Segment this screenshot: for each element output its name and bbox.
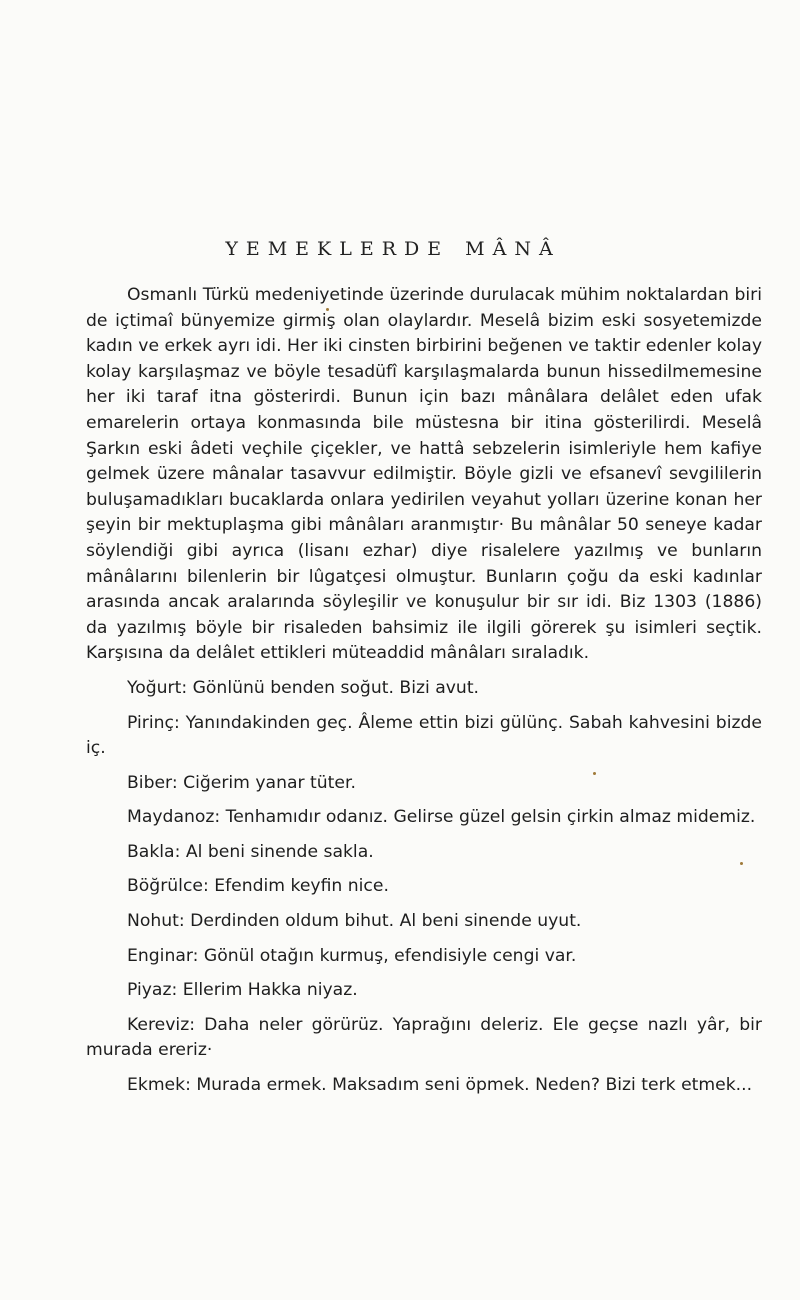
article-body	[86, 283, 762, 1099]
chapter-title	[86, 238, 700, 260]
paper-speck	[593, 772, 596, 775]
title-word-mana: MÂNÂ	[465, 238, 561, 260]
entry-yogurt: Yoğurt: Gönlünü benden soğut. Bizi avut.	[127, 677, 480, 698]
entry-enginar: Enginar: Gönül otağın kurmuş, efendisiyle cengi var.	[127, 945, 577, 966]
intro-paragraph: Osmanlı Türkü medeniyetinde üzerinde durulacak mühim noktalardan biri de içtimaî bünyemize girmiş olan olaylardır. Meselâ bizim eski sosyetemizde kadın ve erkek ayrı idi. Her iki cinsten birbirini beğenen ve taktir edenler kolay kolay karşılaşmaz ve böyle tesadüfî karşılaşmalarda bunun hissedilmemesine her iki taraf itna gösterirdi. Bunun için bazı mânâlara delâlet eden ufak emarelerin ortaya konmasında bile müstesna bir itina gösterilirdi. Meselâ Şarkın eski âdeti veçhile çiçekler, ve hattâ sebzelerin isimleriyle hem kafiye gelmek üzere mânalar tasavvur edilmiştir. Böyle gizli ve efsanevî sevgililerin buluşamadıkları bucaklarda onlara yedirilen veyahut yolları üzerine konan her şeyin bir mektuplaşma gibi mânâları aranmıştır· Bu mânâlar 50 seneye kadar söylendiği gibi ayrıca (lisanı ezhar) diye risalelere yazılmış ve bunların mânâlarını bilenlerin bir lûgatçesi olmuştur. Bunların çoğu da eski kadınlar arasında ancak aralarında söyleşilir ve konuşulur bir sır idi. Biz 1303 (1886) da yazılmış böyle bir risaleden bahsimiz ile ilgili görerek şu isimleri seçtik. Karşısına da delâlet ettikleri müteaddid mânâları sıraladık.	[86, 285, 762, 664]
entry-biber: Biber: Ciğerim yanar tüter.	[127, 772, 356, 793]
entry-bakla: Bakla: Al beni sinende sakla.	[127, 841, 374, 862]
paper-speck	[326, 308, 329, 311]
entry-nohut: Nohut: Derdinden oldum bihut. Al beni sinende uyut.	[127, 911, 582, 932]
entry-maydanoz: Maydanoz: Tenhamıdır odanız. Gelirse güzel gelsin çirkin almaz midemiz.	[127, 807, 756, 828]
paper-speck	[740, 862, 743, 865]
entry-kereviz: Kereviz: Daha neler görürüz. Yaprağını deleriz. Ele geçse nazlı yâr, bir murada ereriz·	[86, 1014, 762, 1061]
entry-pirinc: Pirinç: Yanındakinden geç. Âleme ettin bizi gülünç. Sabah kahvesini bizde iç.	[86, 712, 762, 759]
title-word-yemeklerde: YEMEKLERDE	[225, 238, 450, 260]
entry-bogrulce: Böğrülce: Efendim keyfin nice.	[127, 876, 389, 897]
entry-ekmek: Ekmek: Murada ermek. Maksadım seni öpmek. Neden? Bizi terk etmek...	[127, 1075, 753, 1096]
book-page	[86, 0, 766, 1300]
entry-piyaz: Piyaz: Ellerim Hakka niyaz.	[127, 980, 358, 1001]
